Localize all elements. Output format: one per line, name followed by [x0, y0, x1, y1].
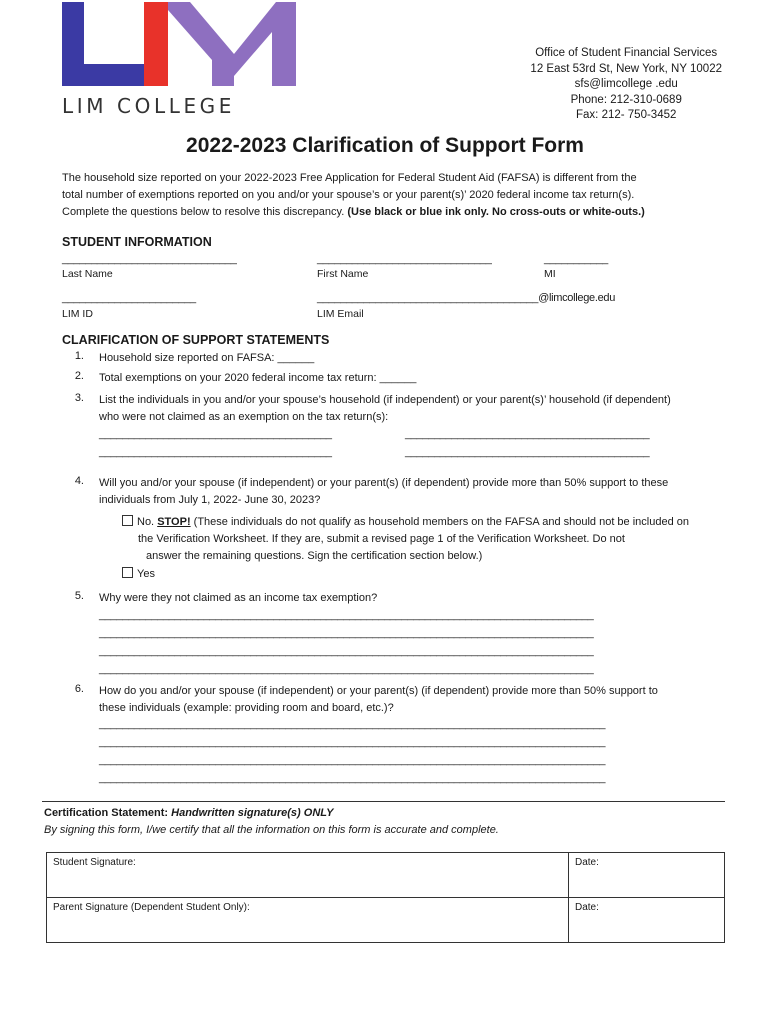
office-phone: Phone: 212-310-0689 — [570, 93, 682, 106]
parent-signature-cell[interactable] — [47, 898, 569, 943]
q5-number: 5. — [74, 590, 84, 602]
q3-blank-right-1[interactable]: __________________________________________ — [405, 428, 650, 440]
handwritten-note: Handwritten signature(s) ONLY — [171, 807, 334, 819]
no-explanation-3: answer the remaining questions. Sign the certification section below.) — [146, 550, 483, 562]
yes-label: Yes — [137, 568, 155, 580]
q4-number: 4. — [74, 475, 84, 487]
ink-instruction: (Use black or blue ink only. No cross-outs or white-outs.) — [347, 206, 645, 218]
q2-number: 2. — [74, 370, 84, 382]
q6-line-1: How do you and/or your spouse (if independent) or your parent(s) (if dependent) provide more than 50% support to — [99, 685, 658, 697]
q3-number: 3. — [74, 392, 84, 404]
q5-blank-1[interactable]: _____________________________________________________________________________________ — [99, 609, 594, 621]
logo-wordmark: LIM COLLEGE — [62, 94, 236, 118]
q6-blank-3[interactable]: _______________________________________________________________________________________ — [99, 754, 606, 766]
q6-blank-2[interactable]: _______________________________________________________________________________________ — [99, 736, 606, 748]
clarification-heading: CLARIFICATION OF SUPPORT STATEMENTS — [62, 333, 330, 347]
q6-blank-1[interactable]: _______________________________________________________________________________________ — [99, 718, 606, 730]
student-date-cell[interactable] — [569, 853, 725, 898]
parent-signature-row — [47, 898, 725, 943]
office-email: sfs@limcollege .edu — [574, 78, 678, 90]
q4-option-yes — [122, 566, 155, 583]
q4-option-no — [122, 514, 689, 565]
mi-label: MI — [544, 268, 556, 280]
first-name-label: First Name — [317, 268, 369, 280]
lim-email-label: LIM Email — [317, 308, 364, 320]
q5-text: Why were they not claimed as an income tax exemption? — [99, 592, 378, 604]
yes-checkbox[interactable] — [122, 567, 133, 578]
lim-email-field[interactable]: ______________________________________@limcollege.edu — [317, 292, 616, 304]
no-explanation-1: (These individuals do not qualify as household members on the FAFSA and should not be included on — [193, 516, 689, 528]
q3-line-2: who were not claimed as an exemption on the tax return(s): — [99, 411, 389, 423]
q4-line-2: individuals from July 1, 2022- June 30, 2023? — [99, 494, 321, 506]
stop-label: STOP! — [157, 516, 191, 528]
q2-tax-exemptions[interactable]: Total exemptions on your 2020 federal income tax return: ______ — [99, 372, 417, 384]
signature-table — [46, 852, 725, 943]
q3-blank-left-1[interactable]: ________________________________________ — [99, 428, 332, 440]
q4-text — [99, 475, 668, 509]
lim-id-label: LIM ID — [62, 308, 93, 320]
student-info-heading: STUDENT INFORMATION — [62, 235, 212, 249]
parent-date-label: Date: — [575, 902, 599, 913]
certification-heading — [44, 807, 334, 819]
no-explanation-2: the Verification Worksheet. If they are, submit a revised page 1 of the Verification Worksheet. Do not — [138, 533, 625, 545]
office-name: Office of Student Financial Services — [535, 47, 718, 59]
office-fax: Fax: 212- 750-3452 — [576, 109, 677, 121]
q6-line-2: these individuals (example: providing room and board, etc.)? — [99, 702, 394, 714]
q5-blank-2[interactable]: _____________________________________________________________________________________ — [99, 627, 594, 639]
student-signature-row — [47, 853, 725, 898]
office-street: 12 East 53rd St, New York, NY 10022 — [530, 62, 722, 75]
q5-blank-3[interactable]: _____________________________________________________________________________________ — [99, 645, 594, 657]
no-label: No. — [137, 516, 155, 528]
q3-blank-right-2[interactable]: __________________________________________ — [405, 446, 650, 458]
office-address-block — [530, 46, 722, 124]
q3-blank-left-2[interactable]: ________________________________________ — [99, 446, 332, 458]
lim-logo-mark — [62, 2, 298, 94]
q1-number: 1. — [74, 350, 84, 362]
lim-id-field[interactable]: _______________________ — [62, 292, 196, 304]
intro-paragraph — [62, 170, 722, 221]
intro-line-3: Complete the questions below to resolve this discrepancy. — [62, 206, 345, 218]
q4-line-1: Will you and/or your spouse (if independent) or your parent(s) (if dependent) provide more than 50% support to these — [99, 477, 669, 489]
q1-household-size[interactable]: Household size reported on FAFSA: ______ — [99, 352, 315, 364]
first-name-field[interactable]: ______________________________ — [317, 253, 492, 265]
intro-line-2: total number of exemptions reported on you and/or your spouse’s or your parent(s)’ 2020 federal income tax return(s). — [62, 189, 635, 201]
parent-date-cell[interactable] — [569, 898, 725, 943]
college-logo — [62, 2, 298, 120]
last-name-field[interactable]: ______________________________ — [62, 253, 237, 265]
certification-statement: By signing this form, I/we certify that all the information on this form is accurate and complete. — [44, 824, 499, 836]
q6-blank-4[interactable]: _______________________________________________________________________________________ — [99, 772, 606, 784]
q3-line-1: List the individuals in you and/or your spouse’s household (if independent) or your parent(s)’ household (if dependent) — [99, 394, 671, 406]
middle-initial-field[interactable]: ___________ — [544, 253, 608, 265]
student-date-label: Date: — [575, 857, 599, 868]
intro-line-1: The household size reported on your 2022-2023 Free Application for Federal Student Aid (FAFSA) is different from the — [62, 172, 637, 184]
certification-label: Certification Statement: — [44, 807, 169, 819]
q6-number: 6. — [74, 683, 84, 695]
certification-divider — [42, 801, 725, 802]
student-signature-cell[interactable] — [47, 853, 569, 898]
student-signature-label: Student Signature: — [53, 857, 136, 868]
q5-blank-4[interactable]: _____________________________________________________________________________________ — [99, 663, 594, 675]
last-name-label: Last Name — [62, 268, 113, 280]
form-title: 2022-2023 Clarification of Support Form — [186, 134, 584, 157]
parent-signature-label: Parent Signature (Dependent Student Only): — [53, 902, 250, 913]
q6-text — [99, 683, 658, 717]
q3-text — [99, 392, 671, 426]
no-checkbox[interactable] — [122, 515, 133, 526]
